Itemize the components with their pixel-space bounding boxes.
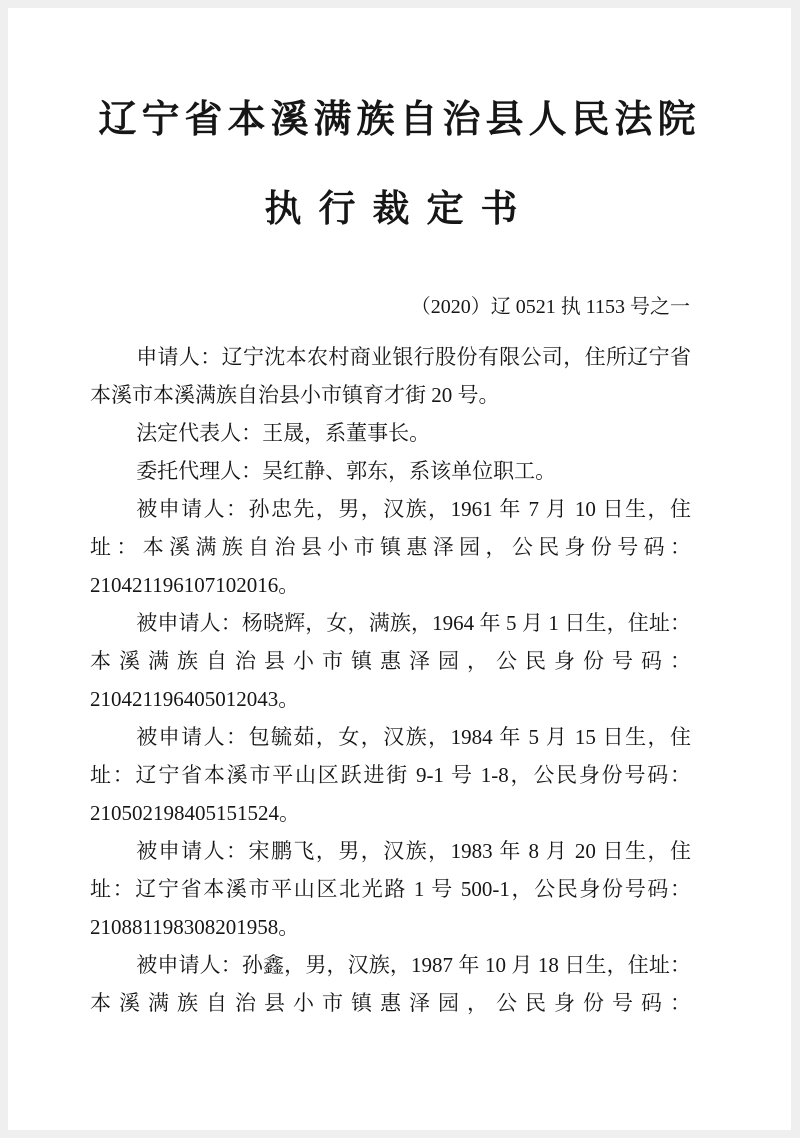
respondent-1-paragraph: 被申请人：孙忠先，男，汉族，1961 年 7 月 10 日生，住址：本溪满族自治县小市镇惠泽园，公民身份号码：210421196107102016。	[90, 497, 691, 597]
legal-representative-paragraph: 法定代表人：王晟，系董事长。	[136, 421, 431, 445]
authorized-agents-paragraph: 委托代理人：吴红静、郭东，系该单位职工。	[136, 459, 557, 483]
respondent-3-paragraph: 被申请人：包毓茹，女，汉族，1984 年 5 月 15 日生，住址：辽宁省本溪市平山区跃进街 9-1 号 1-8，公民身份号码：210502198405151524。	[90, 725, 691, 825]
respondent-5-paragraph: 被申请人：孙鑫，男，汉族，1987 年 10 月 18 日生，住址：本溪满族自治县小市镇惠泽园，公民身份号码：	[90, 953, 691, 1015]
court-name: 辽宁省本溪满族自治县人民法院	[98, 99, 701, 141]
document-title: 执行裁定书	[264, 189, 535, 230]
document-page	[8, 8, 791, 1130]
case-number: （2020）辽 0521 执 1153 号之一	[410, 296, 690, 318]
applicant-paragraph: 申请人：辽宁沈本农村商业银行股份有限公司，住所辽宁省本溪市本溪满族自治县小市镇育才街 20 号。	[90, 345, 691, 407]
respondent-4-paragraph: 被申请人：宋鹏飞，男，汉族，1983 年 8 月 20 日生，住址：辽宁省本溪市平山区北光路 1 号 500-1，公民身份号码：210881198308201958。	[90, 839, 691, 939]
respondent-2-paragraph: 被申请人：杨晓辉，女，满族，1964 年 5 月 1 日生，住址：本溪满族自治县小市镇惠泽园，公民身份号码：210421196405012043。	[90, 611, 691, 711]
document-body	[90, 338, 691, 1022]
